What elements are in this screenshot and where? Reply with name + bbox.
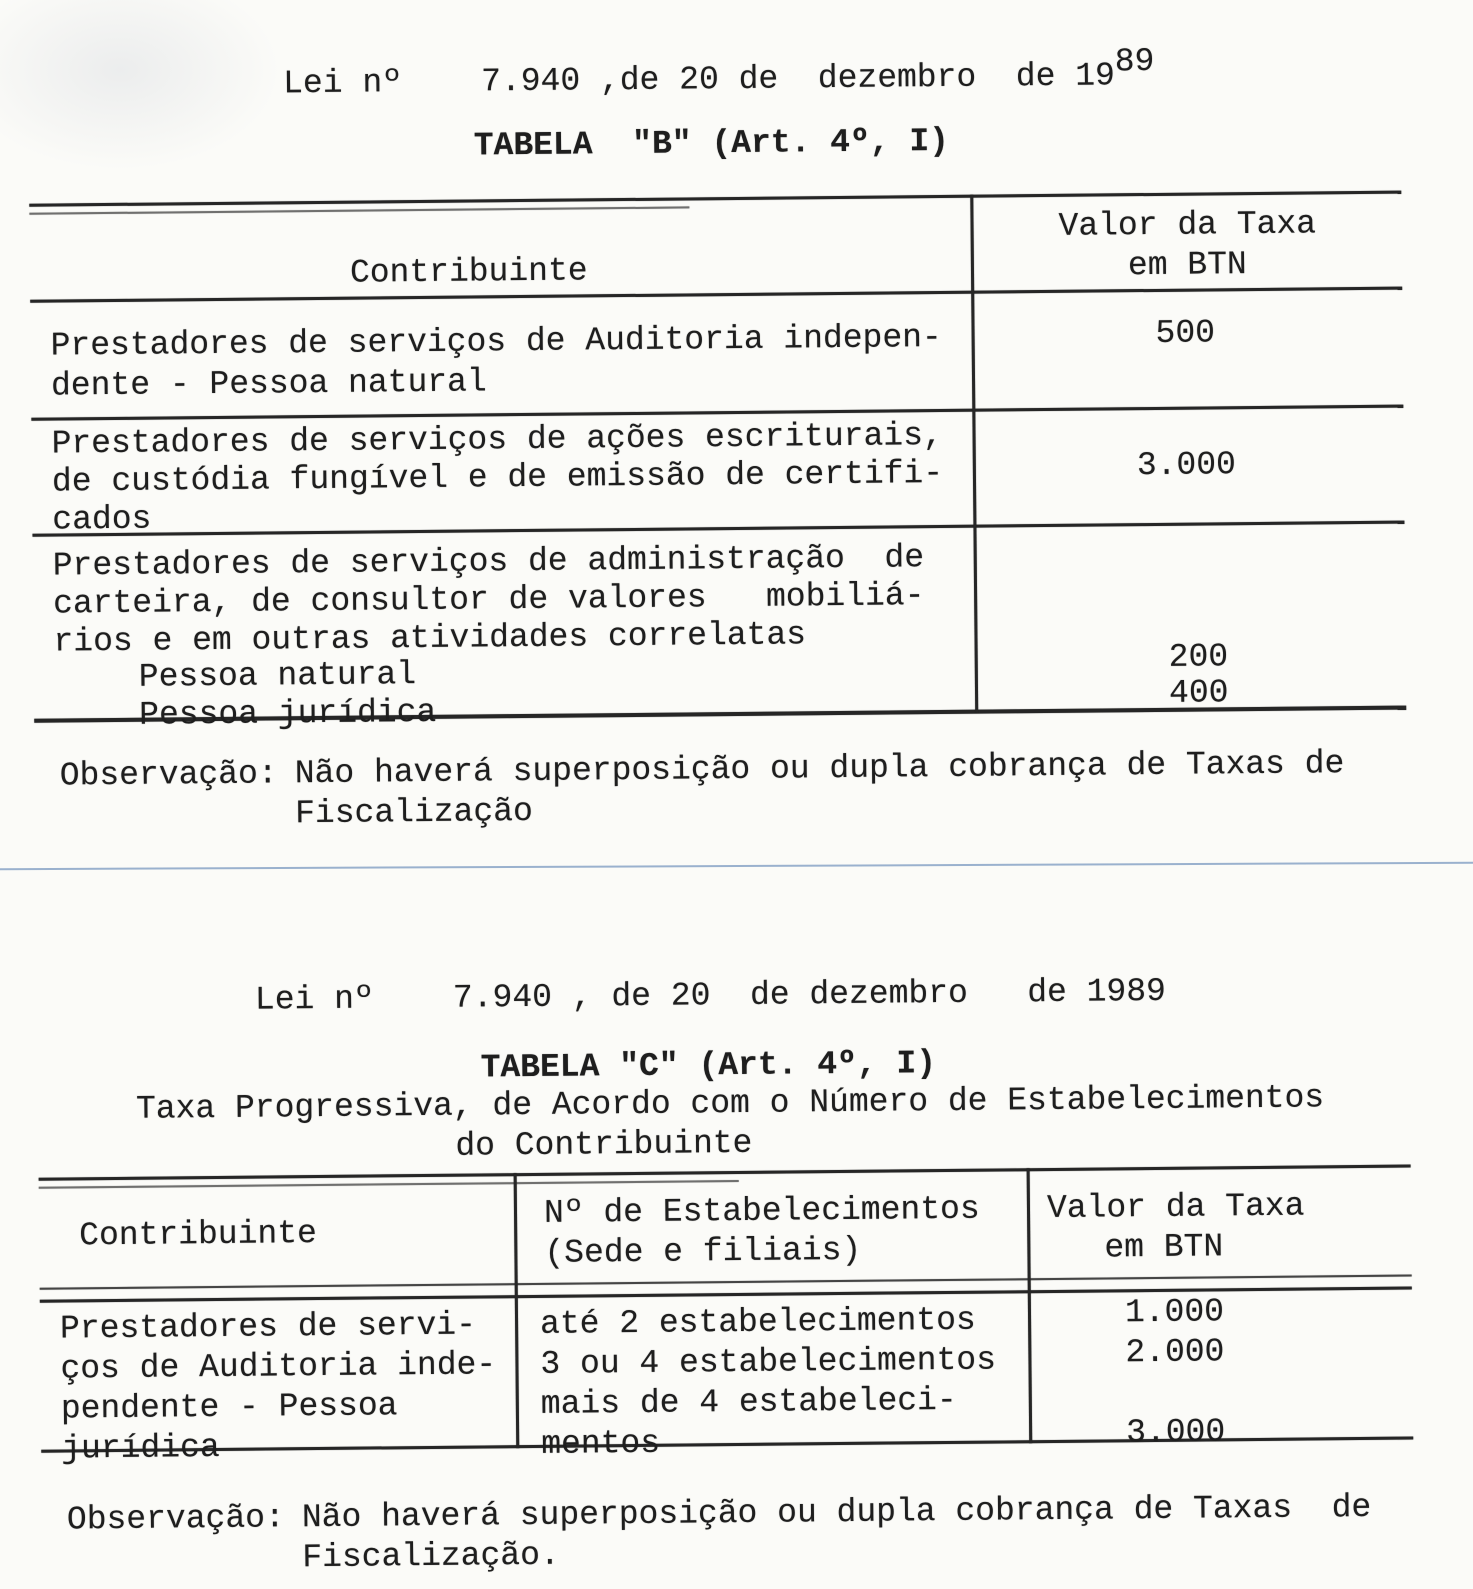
table-b-row3-line3: rios e em outras atividades correlatas <box>53 616 807 661</box>
table-c-subtitle-line2: do Contribuinte <box>455 1124 753 1165</box>
table-b-row3-sub2-label: Pessoa jurídica <box>139 693 437 734</box>
table-b-row2-rule <box>32 521 1404 537</box>
table-b-row3-sub1-label: Pessoa natural <box>138 656 417 696</box>
table-c-title-word: TABELA <box>480 1048 600 1087</box>
table-b-row1-value: 500 <box>1155 314 1216 352</box>
table-b-header-valor-line2: em BTN <box>1127 246 1247 285</box>
table-b-title-rest: "B" (Art. 4º, I) <box>592 122 950 164</box>
table-b-row3-sub1-value: 200 <box>1168 638 1229 676</box>
table-c-top-rule-ghost <box>39 1180 739 1189</box>
table-c-header-col2-line1: Nº de Estabelecimentos <box>543 1190 980 1232</box>
table-b-row3-line1: Prestadores de serviços de administração de <box>52 539 925 585</box>
table-b-row1-line1: Prestadores de serviços de Auditoria indepen- <box>50 319 942 365</box>
table-b-row2-line1: Prestadores de serviços de ações escriturais, <box>51 416 943 463</box>
table-c-body-value2: 2.000 <box>1125 1333 1225 1372</box>
table-c-top-rule <box>39 1165 1411 1181</box>
table-b-title-word: TABELA <box>473 126 593 165</box>
table-b-header-contribuinte: Contribuinte <box>349 252 588 292</box>
table-c-observation-line1: Não haverá superposição ou dupla cobrança de Taxas de <box>301 1488 1372 1537</box>
table-b-row2-value: 3.000 <box>1136 446 1237 485</box>
table-b-header-valor-line1: Valor da Taxa <box>1058 205 1317 245</box>
table-c-column-divider-1 <box>514 1173 520 1448</box>
table-b-observation-line1: Não haverá superposição ou dupla cobrança de Taxas de <box>294 745 1345 793</box>
table-c-body-contribuinte-line2: ços de Auditoria inde- <box>60 1346 497 1388</box>
table-b-title <box>474 122 950 167</box>
table-c-header-rule-ghost <box>40 1275 1412 1290</box>
table-b-row3-sub2-value: 400 <box>1168 674 1229 712</box>
table-b-header-rule <box>30 287 1402 303</box>
table-b-row1-line2: dente - Pessoa natural <box>50 363 487 405</box>
table-c-header-col1: Contribuinte <box>79 1215 318 1255</box>
law-heading-b-main: Lei nº 7.940 ,de 20 de dezembro de 19 <box>282 57 1116 103</box>
table-c-title-rest: "C" (Art. 4º, I) <box>599 1045 937 1086</box>
table-c-observation-line2: Fiscalização. <box>302 1536 560 1577</box>
law-heading-c: Lei nº 7.940 , de 20 de dezembro de 1989 <box>254 972 1167 1019</box>
table-c-body-estab-line4: mentos <box>541 1424 661 1463</box>
table-b-observation-line2: Fiscalização <box>294 792 533 833</box>
table-c-header-col3-line1: Valor da Taxa <box>1046 1187 1305 1228</box>
table-b-row3-line2: carteira, de consultor de valores mobiliá- <box>52 577 925 623</box>
table-b-observation-label: Observação: <box>59 755 278 795</box>
table-c-body-estab-line2: 3 ou 4 estabelecimentos <box>540 1341 997 1383</box>
law-heading-b <box>282 42 1155 104</box>
law-heading-b-superscript: 89 <box>1114 42 1155 81</box>
table-c-body-contribuinte-line1: Prestadores de servi- <box>59 1306 477 1348</box>
table-b-top-rule <box>29 191 1401 207</box>
table-c-body-contribuinte-line3: pendente - Pessoa <box>60 1387 398 1428</box>
table-b-row2-line2: de custódia fungível e de emissão de certifi- <box>51 454 944 501</box>
table-c-body-contribuinte-line4: jurídica <box>61 1428 220 1468</box>
table-c-body-value1: 1.000 <box>1124 1293 1225 1332</box>
table-c-body-estab-line1: até 2 estabelecimentos <box>539 1301 976 1343</box>
table-c-subtitle-line1: Taxa Progressiva, de Acordo com o Número de Estabelecimentos <box>135 1079 1325 1128</box>
table-c-header-col3-line2: em BTN <box>1104 1228 1224 1267</box>
table-c-body-value3: 3.000 <box>1125 1413 1226 1452</box>
table-b-top-rule-ghost <box>29 206 689 214</box>
table-c-header-col2-line2: (Sede e filiais) <box>544 1231 862 1272</box>
table-c-column-divider-2 <box>1027 1168 1033 1443</box>
table-b-column-divider <box>970 195 978 713</box>
table-b-row2-line3: cados <box>52 500 152 539</box>
table-c-body-estab-line3: mais de 4 estabeleci- <box>540 1381 957 1423</box>
table-c-observation-label: Observação: <box>66 1499 285 1539</box>
